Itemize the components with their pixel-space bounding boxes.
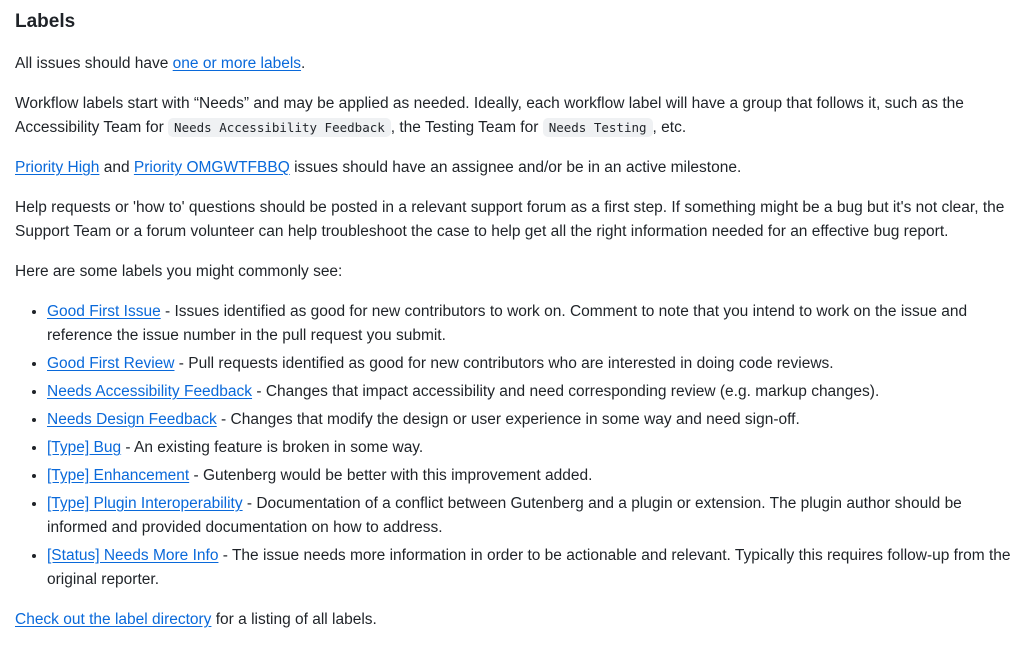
list-item bbox=[47, 300, 1023, 348]
label-description: - Issues identified as good for new contributors to work on. Comment to note that you intend to work on the issue and reference the issue number in the pull request you submit. bbox=[47, 303, 968, 344]
list-item bbox=[47, 380, 1023, 404]
label-link-good-first-review[interactable]: Good First Review bbox=[47, 355, 175, 372]
text: and bbox=[99, 159, 134, 176]
list-item bbox=[47, 408, 1023, 432]
list-item bbox=[47, 436, 1023, 460]
list-item bbox=[47, 544, 1023, 592]
label-link-type-bug[interactable]: [Type] Bug bbox=[47, 439, 122, 456]
label-description: - The issue needs more information in order to be actionable and relevant. Typically this requires follow-up from the original reporter. bbox=[47, 547, 1011, 588]
list-item bbox=[47, 352, 1023, 376]
label-description: - Pull requests identified as good for new contributors who are interested in doing code reviews. bbox=[174, 355, 834, 372]
label-description: - An existing feature is broken in some way. bbox=[121, 439, 424, 456]
labels-list bbox=[15, 300, 1023, 592]
label-description: - Documentation of a conflict between Gutenberg and a plugin or extension. The plugin author should be informed and provided documentation on how to address. bbox=[47, 495, 962, 536]
paragraph-common-labels-intro: Here are some labels you might commonly see: bbox=[15, 263, 343, 280]
text: , etc. bbox=[652, 119, 687, 136]
list-item bbox=[47, 492, 1023, 540]
paragraph-label-directory bbox=[15, 608, 1023, 632]
label-description: - Changes that modify the design or user experience in some way and need sign-off. bbox=[216, 411, 800, 428]
text: , the Testing Team for bbox=[390, 119, 543, 136]
text: All issues should have bbox=[15, 55, 173, 72]
code-needs-accessibility-feedback: Needs Accessibility Feedback bbox=[168, 118, 391, 137]
text: . bbox=[301, 55, 306, 72]
label-directory-link[interactable]: Check out the label directory bbox=[15, 611, 212, 628]
paragraph-workflow-labels bbox=[15, 92, 1023, 140]
label-description: - Gutenberg would be better with this improvement added. bbox=[189, 467, 593, 484]
label-link-type-enhancement[interactable]: [Type] Enhancement bbox=[47, 467, 190, 484]
label-link-status-needs-more-info[interactable]: [Status] Needs More Info bbox=[47, 547, 219, 564]
one-or-more-labels-link[interactable]: one or more labels bbox=[172, 55, 302, 72]
label-description: - Changes that impact accessibility and need corresponding review (e.g. markup changes). bbox=[252, 383, 880, 400]
label-link-needs-design-feedback[interactable]: Needs Design Feedback bbox=[47, 411, 217, 428]
paragraph-help-requests: Help requests or 'how to' questions should be posted in a relevant support forum as a first step. If something might be a bug but it's not clear, the Support Team or a forum volunteer can help troubleshoot the case to help get all the right information needed for an effective bug report. bbox=[15, 199, 1005, 240]
paragraph-priority bbox=[15, 156, 1023, 180]
priority-high-link[interactable]: Priority High bbox=[15, 159, 100, 176]
text: for a listing of all labels. bbox=[211, 611, 377, 628]
list-item bbox=[47, 464, 1023, 488]
text: issues should have an assignee and/or be in an active milestone. bbox=[289, 159, 742, 176]
label-link-type-plugin-interoperability[interactable]: [Type] Plugin Interoperability bbox=[47, 495, 243, 512]
paragraph-all-issues bbox=[15, 52, 1023, 76]
text: Workflow labels start with “Needs” and may be applied as needed. Ideally, each workflow label will have a group that follows it, such as the Accessibility Team for bbox=[15, 95, 964, 136]
label-link-good-first-issue[interactable]: Good First Issue bbox=[47, 303, 161, 320]
section-heading: Labels bbox=[15, 11, 76, 32]
code-needs-testing: Needs Testing bbox=[543, 118, 653, 137]
priority-omgwtfbbq-link[interactable]: Priority OMGWTFBBQ bbox=[133, 159, 290, 176]
label-link-needs-accessibility-feedback[interactable]: Needs Accessibility Feedback bbox=[47, 383, 253, 400]
